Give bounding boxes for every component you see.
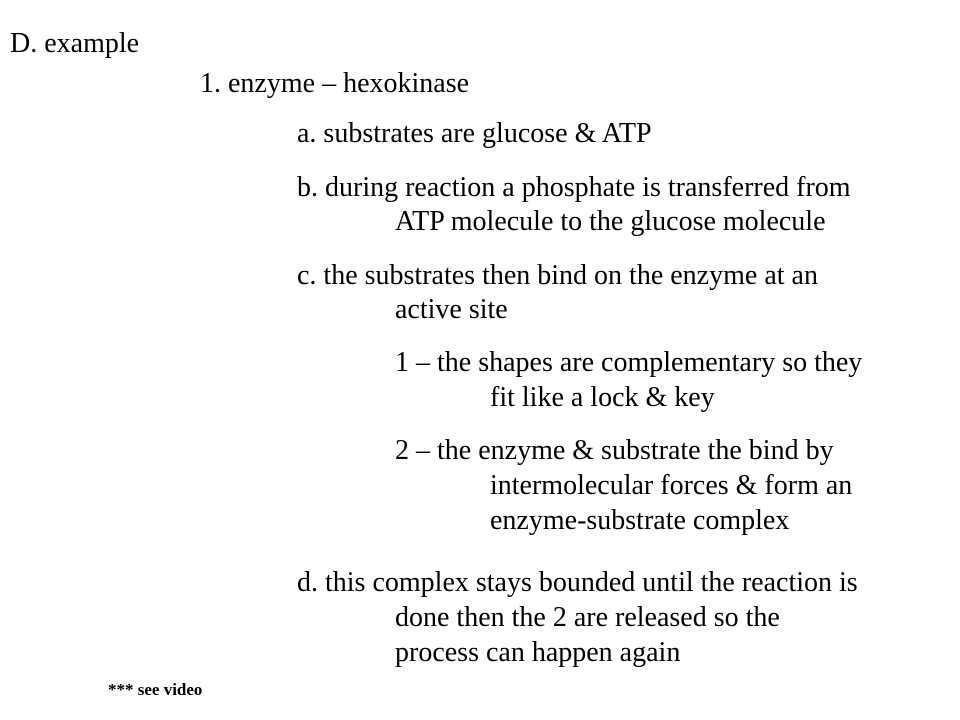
item-a-substrates: a. substrates are glucose & ATP	[297, 118, 652, 149]
item-1-enzyme: 1. enzyme – hexokinase	[200, 68, 470, 99]
section-heading: D. example	[10, 28, 140, 59]
item-b-line-1: b. during reaction a phosphate is transferred from	[297, 172, 851, 203]
item-c2-line-3: enzyme-substrate complex	[490, 505, 790, 536]
item-c1-line-1: 1 – the shapes are complementary so they	[395, 347, 863, 378]
see-video-note: *** see video	[108, 680, 203, 699]
item-d-line-1: d. this complex stays bounded until the reaction is	[297, 567, 858, 598]
item-b-line-2: ATP molecule to the glucose molecule	[395, 206, 826, 237]
item-c2-line-1: 2 – the enzyme & substrate the bind by	[395, 435, 834, 466]
item-c1-line-2: fit like a lock & key	[490, 382, 715, 413]
item-d-line-2: done then the 2 are released so the	[395, 602, 780, 633]
item-d-line-3: process can happen again	[395, 637, 681, 668]
item-c-line-1: c. the substrates then bind on the enzyme at an	[297, 260, 818, 291]
item-c-line-2: active site	[395, 294, 508, 325]
item-c2-line-2: intermolecular forces & form an	[490, 470, 853, 501]
